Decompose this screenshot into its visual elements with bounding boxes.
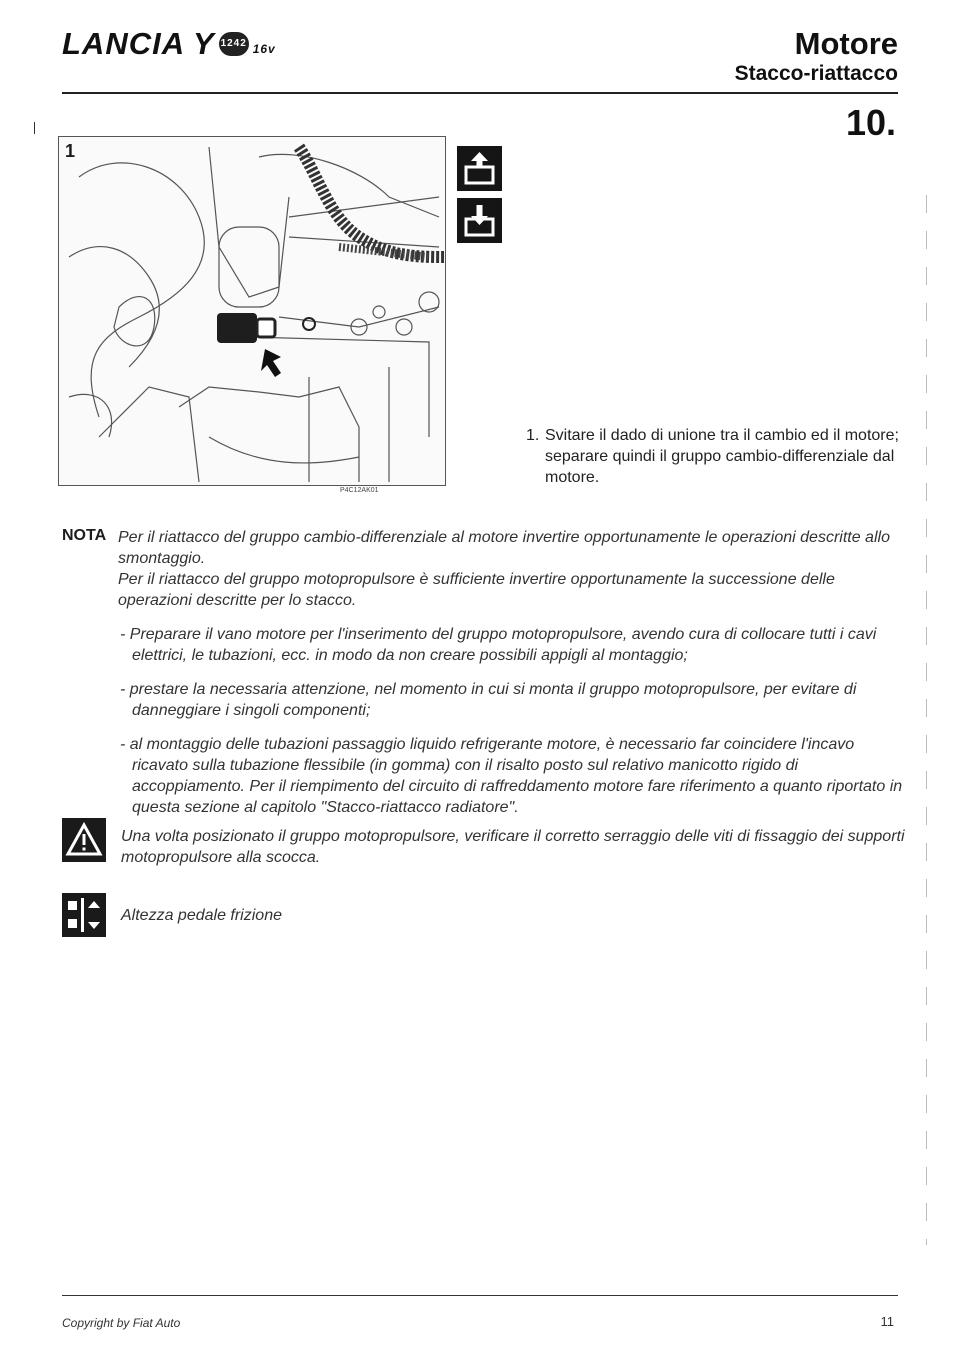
refitting-icon bbox=[457, 198, 502, 243]
margin-dots bbox=[926, 195, 927, 1245]
warning-text: Una volta posizionato il gruppo motopropulsore, verificare il corretto serraggio delle viti di fissaggio dei supporti motopropulsore alla scocca. bbox=[121, 828, 905, 866]
step-number: 1. bbox=[526, 427, 540, 444]
note-list-item: - al montaggio delle tubazioni passaggio liquido refrigerante motore, è necessario far coincidere l'incavo ricavato sulla tubazione flessibile (in gomma) con il risalto posto sul relativo manicotto rigido di accoppiamento. Per il riempimento del circuito di raffreddamento motore fare riferimento a quanto riportato in questa sezione al capitolo "Stacco-riattacco radiatore". bbox=[120, 736, 903, 816]
margin-mark bbox=[34, 122, 35, 134]
brand-logo bbox=[62, 26, 276, 62]
note-label: NOTA bbox=[62, 527, 107, 544]
page-number: 10. bbox=[845, 102, 896, 143]
header-rule bbox=[62, 92, 898, 94]
figure-number: 1 bbox=[65, 141, 76, 161]
engine-illustration bbox=[58, 136, 446, 486]
step-text: Svitare il dado di unione tra il cambio ed il motore; separare quindi il gruppo cambio-differenziale dal motore. bbox=[545, 427, 899, 486]
brand-name: LANCIA Y bbox=[62, 26, 215, 61]
procedure-step bbox=[526, 425, 906, 488]
pedal-height-label: Altezza pedale frizione bbox=[121, 907, 282, 924]
adjustment-icon bbox=[62, 893, 106, 937]
note-body bbox=[118, 527, 904, 818]
footer-rule bbox=[62, 1295, 898, 1296]
section-title: Motore bbox=[794, 26, 898, 61]
warning-icon bbox=[62, 818, 106, 862]
footer-page-number: 11 bbox=[880, 1314, 894, 1329]
note-paragraph: Per il riattacco del gruppo cambio-differenziale al motore invertire opportunamente le operazioni descritte allo smontaggio. bbox=[118, 529, 890, 567]
brand-suffix: 16v bbox=[252, 42, 276, 56]
figure-code: P4C12AK01 bbox=[340, 487, 379, 494]
engine-drawing bbox=[59, 137, 445, 485]
engine-badge: 1242 bbox=[219, 32, 249, 56]
note-list-item: - Preparare il vano motore per l'inserimento del gruppo motopropulsore, avendo cura di collocare tutti i cavi elettrici, le tubazioni, ecc. in modo da non creare possibili appigli al montaggio; bbox=[120, 626, 877, 664]
note-list-item: - prestare la necessaria attenzione, nel momento in cui si monta il gruppo motopropulsore, per evitare di danneggiare i singoli componenti; bbox=[120, 681, 857, 719]
removal-icon bbox=[457, 146, 502, 191]
copyright-text: Copyright by Fiat Auto bbox=[62, 1316, 181, 1330]
note-paragraph: Per il riattacco del gruppo motopropulsore è sufficiente invertire opportunamente la successione delle operazioni descritte per lo stacco. bbox=[118, 571, 835, 609]
arrow-indicator bbox=[261, 349, 281, 377]
subsection-title: Stacco-riattacco bbox=[734, 62, 898, 85]
